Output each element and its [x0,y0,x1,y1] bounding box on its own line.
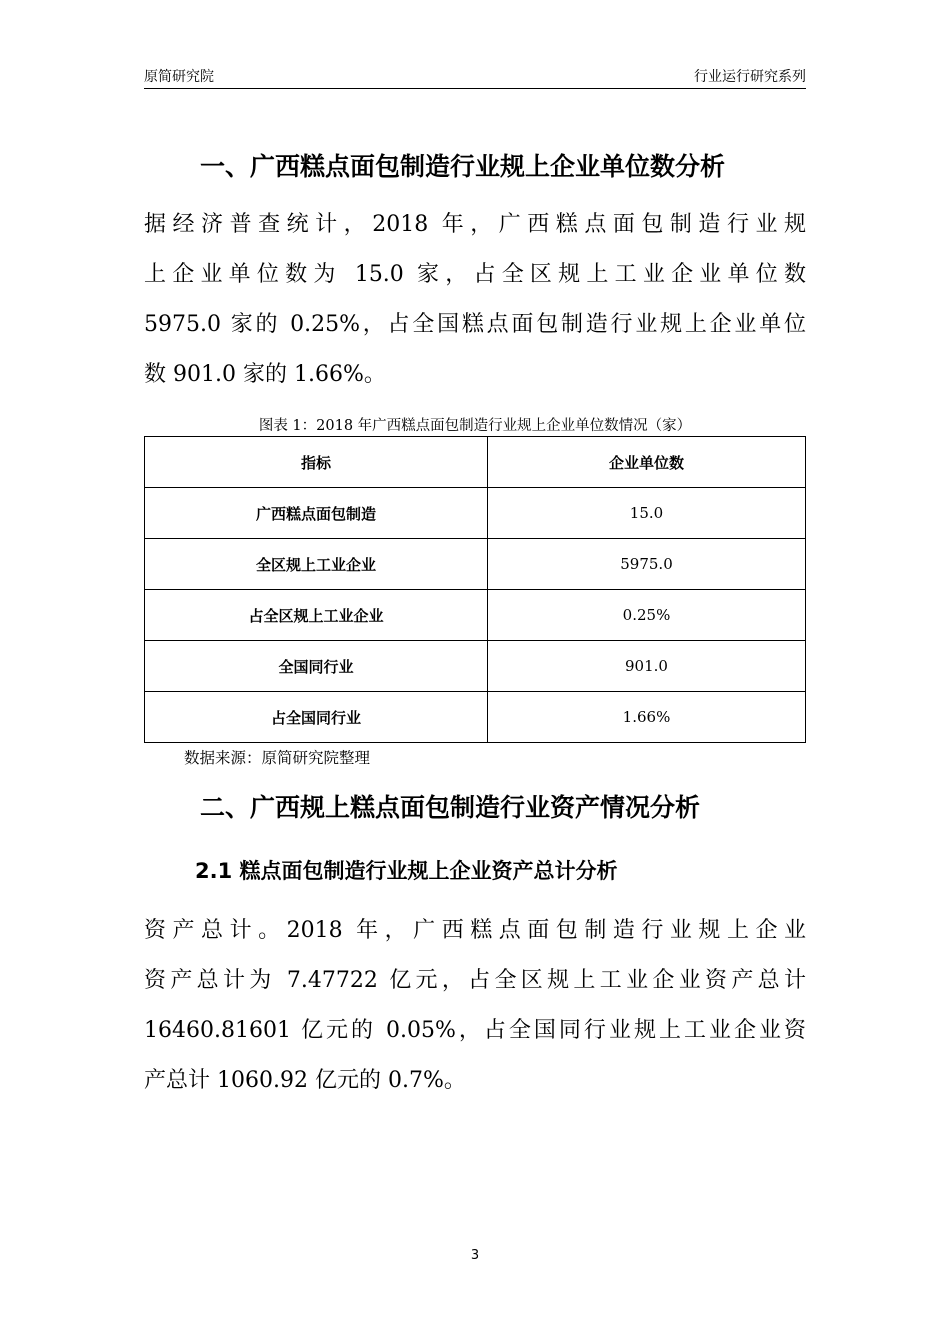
section-2-title: 二、广西规上糕点面包制造行业资产情况分析 [200,793,701,822]
table-header-cell: 企业单位数 [488,437,806,488]
table-cell-indicator: 占全区规上工业企业 [145,590,488,641]
enterprise-count-table [144,436,806,743]
table-row [145,488,806,539]
table-cell-value: 5975.0 [488,539,806,590]
table-row [145,692,806,743]
table-cell-value: 1.66% [488,692,806,743]
table-source-note: 数据来源：原简研究院整理 [184,749,371,767]
header-org-name: 原简研究院 [144,69,214,85]
table-cell-indicator: 占全国同行业 [145,692,488,743]
paragraph-line: 5975.0 家的 0.25%，占全国糕点面包制造行业规上企业单位 [144,312,806,337]
section-1-paragraph [144,200,806,400]
table-cell-indicator: 全区规上工业企业 [145,539,488,590]
table-row [145,539,806,590]
table-header-row [145,437,806,488]
table-cell-indicator: 广西糕点面包制造 [145,488,488,539]
paragraph-line: 数 901.0 家的 1.66%。 [144,362,386,387]
page-number: 3 [470,1248,480,1263]
table-cell-value: 901.0 [488,641,806,692]
table-row [145,641,806,692]
section-2-1-subtitle: 2.1 糕点面包制造行业规上企业资产总计分析 [195,859,618,883]
table-cell-value: 0.25% [488,590,806,641]
paragraph-line: 据经济普查统计，2018 年，广西糕点面包制造行业规 [144,212,806,237]
page-header [144,62,806,89]
table-cell-indicator: 全国同行业 [145,641,488,692]
section-1-title: 一、广西糕点面包制造行业规上企业单位数分析 [200,152,726,181]
paragraph-line: 资产总计为 7.47722 亿元，占全区规上工业企业资产总计 [144,968,806,993]
section-2-paragraph [144,906,806,1106]
table-row [145,590,806,641]
table-header-cell: 指标 [145,437,488,488]
paragraph-line: 16460.81601 亿元的 0.05%，占全国同行业规上工业企业资 [144,1018,806,1043]
table-caption: 图表 1：2018 年广西糕点面包制造行业规上企业单位数情况（家） [258,418,692,434]
paragraph-line: 上企业单位数为 15.0 家，占全区规上工业企业单位数 [144,262,806,287]
table-cell-value: 15.0 [488,488,806,539]
header-series-name: 行业运行研究系列 [694,69,806,85]
paragraph-line: 资产总计。2018 年，广西糕点面包制造行业规上企业 [144,918,806,943]
paragraph-line: 产总计 1060.92 亿元的 0.7%。 [144,1068,466,1093]
